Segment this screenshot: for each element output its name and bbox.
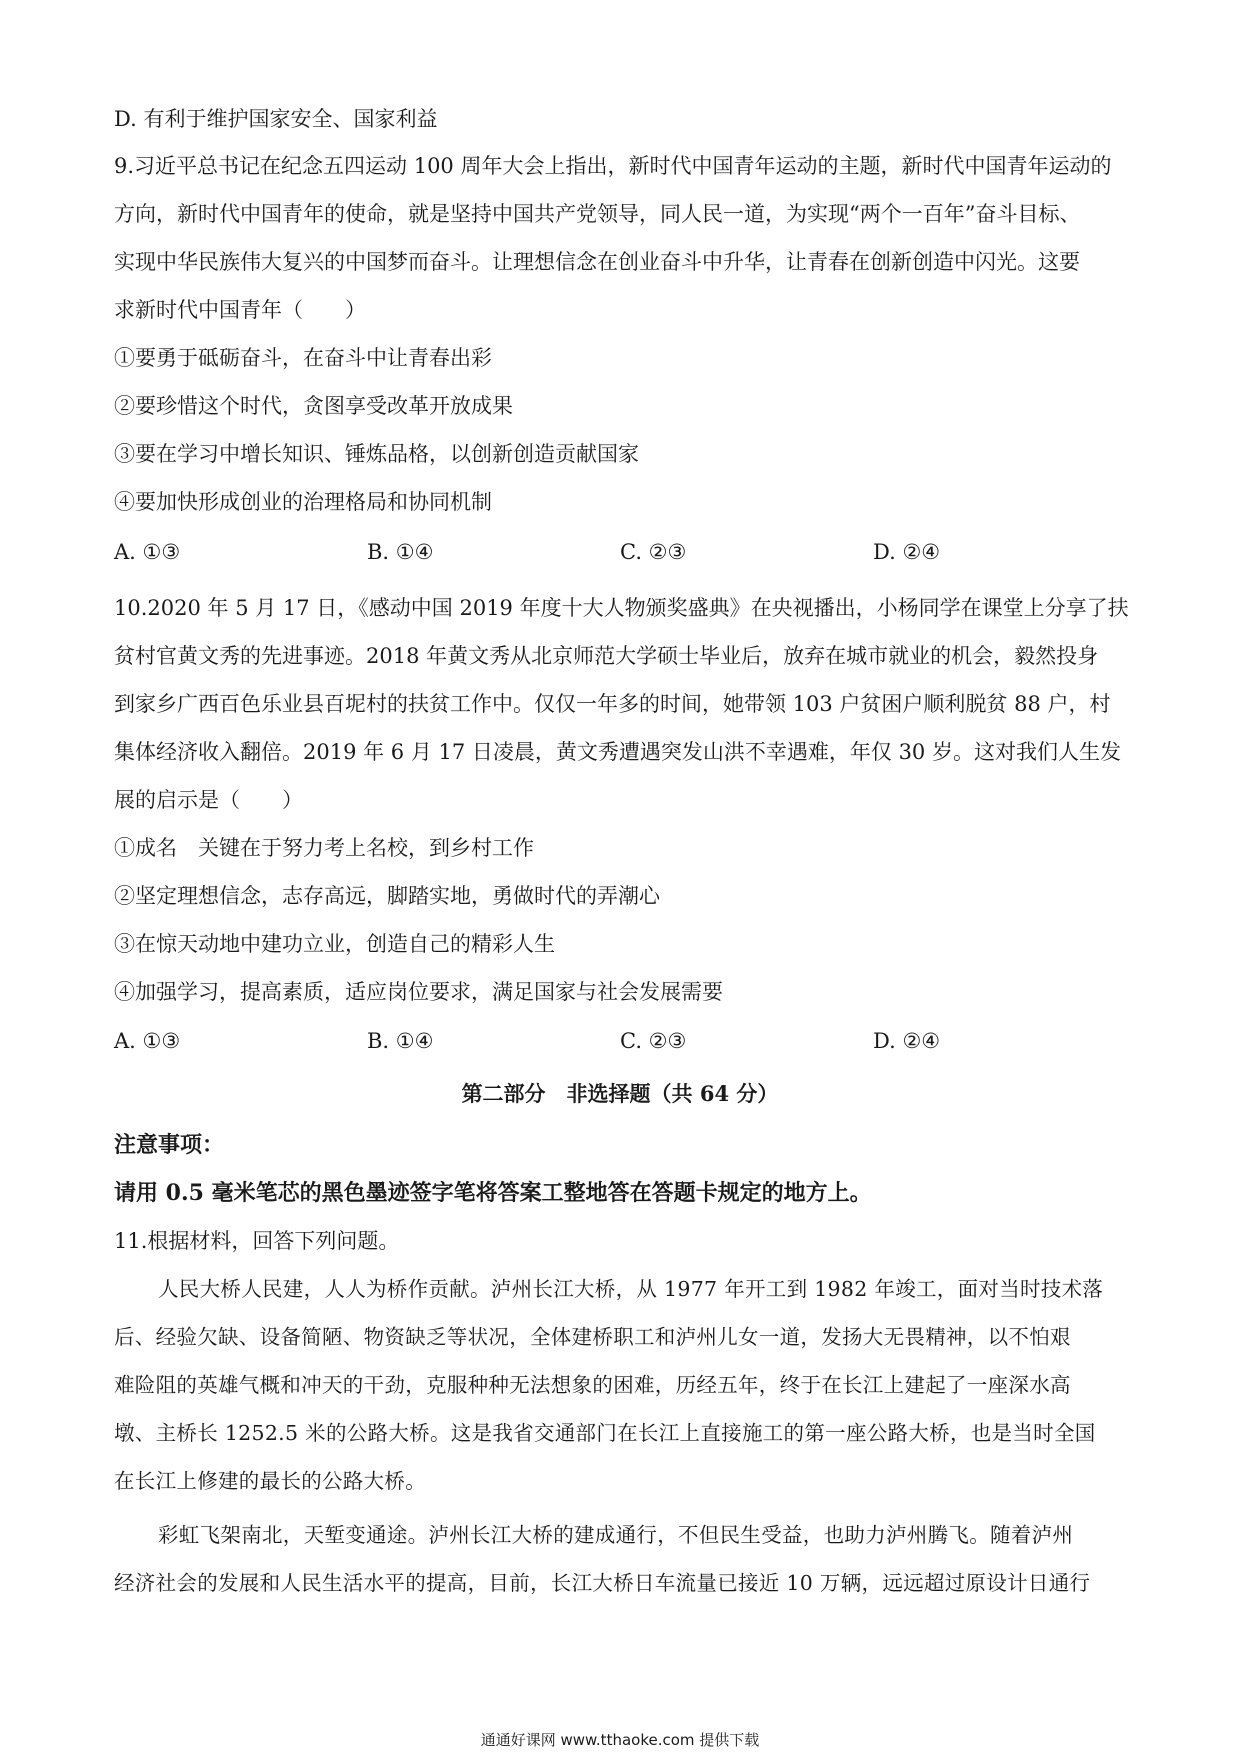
q9-stem-line-4: 求新时代中国青年（ ） (114, 298, 366, 322)
q10-option-b: B. ①④ (367, 1029, 434, 1053)
q11-material-p1-line-1: 人民大桥人民建，人人为桥作贡献。泸州长江大桥，从 1977 年开工到 1982 年竣工，面对当时技术落 (158, 1277, 1104, 1301)
q11-stem: 11.根据材料，回答下列问题。 (114, 1229, 400, 1253)
q9-stem-line-3: 实现中华民族伟大复兴的中国梦而奋斗。让理想信念在创业奋斗中升华，让青春在创新创造中闪光。这要 (114, 250, 1080, 274)
q11-material-p1-line-4: 墩、主桥长 1252.5 米的公路大桥。这是我省交通部门在长江上直接施工的第一座公路大桥，也是当时全国 (114, 1421, 1096, 1445)
q10-stem-line-3: 到家乡广西百色乐业县百坭村的扶贫工作中。仅仅一年多的时间，她带领 103 户贫困户顺利脱贫 88 户，村 (114, 692, 1111, 716)
notice-body: 请用 0.5 毫米笔芯的黑色墨迹签字笔将答案工整地答在答题卡规定的地方上。 (114, 1180, 872, 1206)
q9-option-b: B. ①④ (367, 540, 434, 564)
q10-statement-2: ②坚定理想信念，志存高远，脚踏实地，勇做时代的弄潮心 (114, 884, 660, 908)
q9-option-d: D. ②④ (873, 540, 941, 564)
q11-material-p1-line-5: 在长江上修建的最长的公路大桥。 (114, 1469, 426, 1493)
q10-stem-line-2: 贫村官黄文秀的先进事迹。2018 年黄文秀从北京师范大学硕士毕业后，放弃在城市就业的机会，毅然投身 (114, 644, 1099, 668)
q10-option-a: A. ①③ (114, 1029, 181, 1053)
q10-stem-line-1: 10.2020 年 5 月 17 日，《感动中国 2019 年度十大人物颁奖盛典》在央视播出，小杨同学在课堂上分享了扶 (114, 596, 1129, 620)
q10-statement-3: ③在惊天动地中建功立业，创造自己的精彩人生 (114, 932, 555, 956)
q11-material-p2-line-2: 经济社会的发展和人民生活水平的提高，目前，长江大桥日车流量已接近 10 万辆，远远超过原设计日通行 (114, 1571, 1091, 1595)
part2-heading: 第二部分 非选择题（共 64 分） (461, 1081, 779, 1106)
q9-statement-1: ①要勇于砥砺奋斗，在奋斗中让青春出彩 (114, 346, 492, 370)
q9-stem-line-2: 方向，新时代中国青年的使命，就是坚持中国共产党领导，同人民一道，为实现“两个一百年”奋斗目标、 (114, 202, 1081, 226)
q11-material-p1-line-2: 后、经验欠缺、设备简陋、物资缺乏等状况，全体建桥职工和泸州儿女一道，发扬大无畏精神，以不怕艰 (114, 1325, 1071, 1349)
q9-statement-2: ②要珍惜这个时代，贪图享受改革开放成果 (114, 394, 513, 418)
page-footer: 通通好课网 www.tthaoke.com 提供下载 (480, 1731, 760, 1749)
q9-stem-line-1: 9.习近平总书记在纪念五四运动 100 周年大会上指出，新时代中国青年运动的主题，新时代中国青年运动的 (114, 154, 1112, 178)
q9-statement-4: ④要加快形成创业的治理格局和协同机制 (114, 490, 492, 514)
q10-statement-1: ①成名 关键在于努力考上名校，到乡村工作 (114, 836, 534, 860)
notice-title: 注意事项： (114, 1132, 225, 1158)
q10-stem-line-5: 展的启示是（ ） (114, 788, 303, 812)
q11-material-p1-line-3: 难险阻的英雄气概和冲天的干劲，克服种种无法想象的困难，历经五年，终于在长江上建起了一座深水高 (114, 1373, 1071, 1397)
q10-option-c: C. ②③ (620, 1029, 687, 1053)
q10-statement-4: ④加强学习，提高素质，适应岗位要求，满足国家与社会发展需要 (114, 980, 723, 1004)
q9-option-c: C. ②③ (620, 540, 687, 564)
q9-option-a: A. ①③ (114, 540, 181, 564)
q11-material-p2-line-1: 彩虹飞架南北，天堑变通途。泸州长江大桥的建成通行，不但民生受益，也助力泸州腾飞。随着泸州 (158, 1523, 1074, 1547)
q10-option-d: D. ②④ (873, 1029, 941, 1053)
q10-stem-line-4: 集体经济收入翻倍。2019 年 6 月 17 日凌晨，黄文秀遭遇突发山洪不幸遇难，年仅 30 岁。这对我们人生发 (114, 740, 1121, 764)
q9-statement-3: ③要在学习中增长知识、锤炼品格，以创新创造贡献国家 (114, 442, 639, 466)
q8-option-d: D. 有利于维护国家安全、国家利益 (114, 107, 438, 131)
